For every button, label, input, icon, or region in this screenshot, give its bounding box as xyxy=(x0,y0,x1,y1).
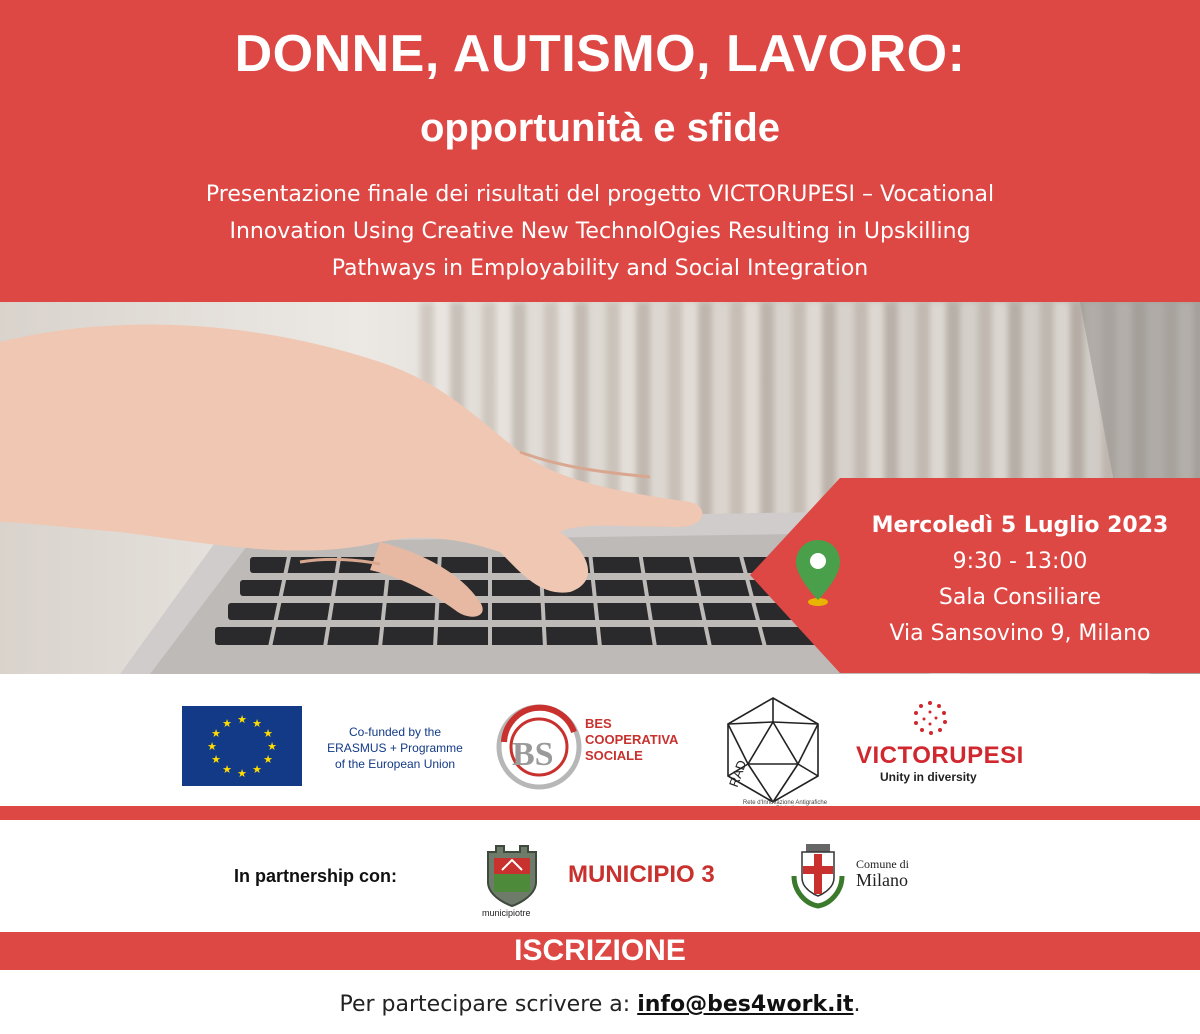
eu-flag-icon xyxy=(182,706,302,786)
comune-small-text: Comune di xyxy=(856,857,909,871)
bes-name xyxy=(585,716,678,764)
municipio-small-text: municipiotre xyxy=(482,908,531,918)
eu-text-line: Co-funded by the xyxy=(348,725,442,739)
svg-text:★: ★ xyxy=(252,763,262,776)
svg-text:★: ★ xyxy=(207,740,217,753)
svg-text:★: ★ xyxy=(222,763,232,776)
partnership-label: In partnership con: xyxy=(234,866,398,886)
page-title: DONNE, AUTISMO, LAVORO: xyxy=(234,25,966,83)
svg-text:★: ★ xyxy=(237,713,247,726)
event-address: Via Sansovino 9, Milano xyxy=(889,621,1151,646)
sponsor-logos xyxy=(0,674,1200,820)
section-divider xyxy=(0,806,1200,820)
svg-text:★: ★ xyxy=(267,740,277,753)
registration-heading: ISCRIZIONE xyxy=(0,932,1200,970)
eu-text-line: ERASMUS + Programme xyxy=(327,741,463,755)
trailing-period: . xyxy=(853,992,861,1017)
event-date: Mercoledì 5 Luglio 2023 xyxy=(871,513,1169,538)
eu-text-line: of the European Union xyxy=(334,757,456,771)
header-banner xyxy=(0,0,1200,302)
comune-name: Milano xyxy=(856,870,908,890)
bes-monogram: BS xyxy=(512,736,554,773)
description-line: Presentazione finale dei risultati del progetto VICTORUPESI – Vocational xyxy=(205,182,995,207)
victorupesi-name: VICTORUPESI xyxy=(856,742,1024,769)
svg-text:★: ★ xyxy=(211,753,221,766)
event-time: 9:30 - 13:00 xyxy=(952,549,1088,574)
svg-text:★: ★ xyxy=(211,727,221,740)
registration-contact xyxy=(0,992,1200,1017)
municipio-crest-icon xyxy=(484,842,540,908)
location-pin-icon xyxy=(793,538,843,608)
svg-text:★: ★ xyxy=(263,753,273,766)
page-subtitle: opportunità e sfide xyxy=(420,106,780,150)
description-line: Innovation Using Creative New TechnolOgies Resulting in Upskilling xyxy=(229,219,971,244)
event-details xyxy=(850,508,1190,652)
rad-small-text: Rete d'Innovazione Antigrafiche xyxy=(742,800,828,806)
rad-label: RAD xyxy=(725,758,750,789)
partners-row xyxy=(0,820,1200,932)
project-description xyxy=(100,176,1100,287)
description-line: Pathways in Employability and Social Integration xyxy=(331,256,869,281)
email-link[interactable]: info@bes4work.it xyxy=(637,992,854,1017)
svg-text:★: ★ xyxy=(263,727,273,740)
bes-name-line: BES xyxy=(585,716,612,731)
victorupesi-tagline: Unity in diversity xyxy=(880,770,977,784)
municipio-name: MUNICIPIO 3 xyxy=(568,861,715,888)
bes-name-line: SOCIALE xyxy=(585,748,643,763)
registration-prompt: Per partecipare scrivere a: xyxy=(339,992,631,1017)
bes-name-line: COOPERATIVA xyxy=(585,732,679,747)
eu-cofunded-text xyxy=(320,724,470,772)
comune-milano-crest-icon xyxy=(786,840,850,910)
svg-text:★: ★ xyxy=(222,717,232,730)
svg-text:★: ★ xyxy=(252,717,262,730)
svg-text:★: ★ xyxy=(237,767,247,780)
rad-icosahedron-icon xyxy=(718,692,828,812)
event-venue: Sala Consiliare xyxy=(938,585,1102,610)
victorupesi-dots-icon xyxy=(912,700,948,736)
